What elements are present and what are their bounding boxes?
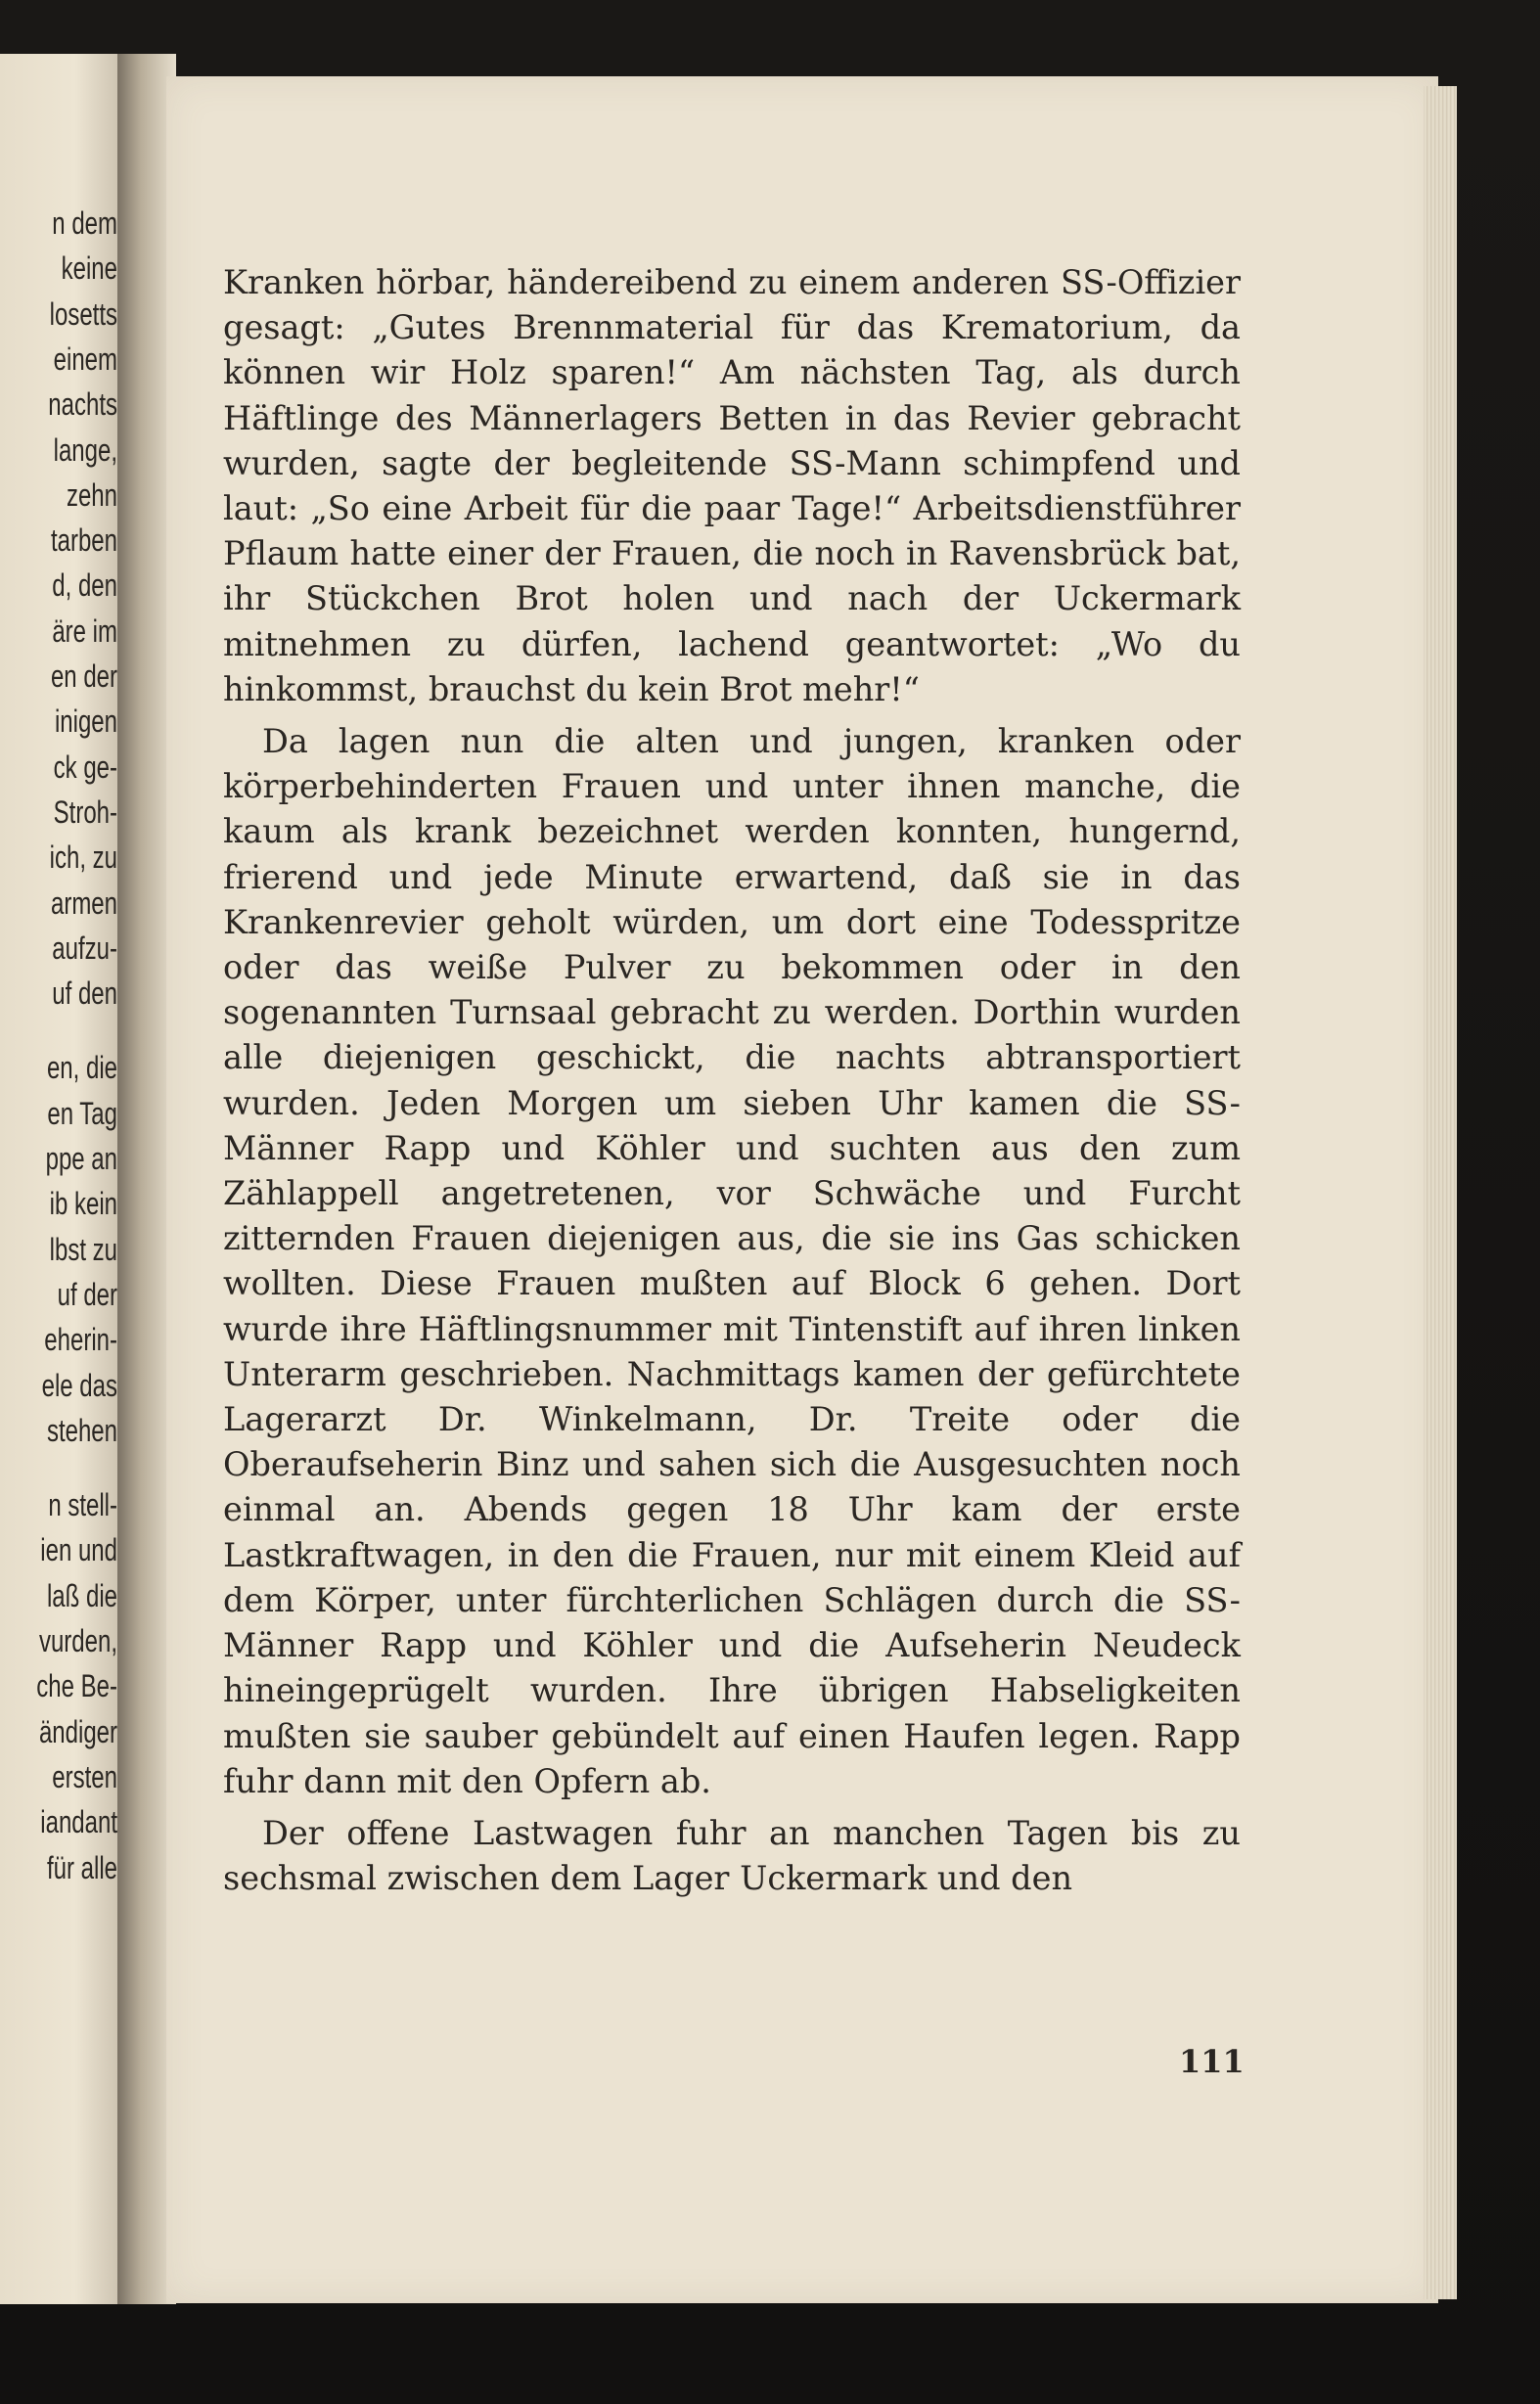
- paragraph: Da lagen nun die alten und jungen, kranken oder körperbehinderten Frauen und unter ihnen manche, die kaum als krank bezeichnet werden konnten, hungernd, frierend und jede Minute erwartend, daß sie in das Krankenrevier geholt würden, um dort eine Todesspritze oder das weiße Pulver zu bekommen oder in den sogenannten Turnsaal gebracht zu werden. Dorthin wurden alle diejenigen geschickt, die nachts abtransportiert wurden. Jeden Morgen um sieben Uhr kamen die SS-Männer Rapp und Köhler und suchten aus den zum Zählappell angetretenen, vor Schwäche und Furcht zitternden Frauen diejenigen aus, die sie ins Gas schicken wollten. Diese Frauen mußten auf Block 6 gehen. Dort wurde ihre Häftlingsnummer mit Tintenstift auf ihren linken Unterarm geschrieben. Nachmittags kamen der gefürchtete Lagerarzt Dr. Winkelmann, Dr. Treite oder die Oberaufseherin Binz und sahen sich die Ausgesuchten noch einmal an. Abends gegen 18 Uhr kam der erste Lastkraftwagen, in den die Frauen, nur mit einem Kleid auf dem Körper, unter fürchterlichen Schlägen durch die SS-Männer Rapp und Köhler und die Aufseherin Neudeck hineingeprügelt wurden. Ihre übrigen Habseligkeiten mußten sie sauber gebündelt auf einen Haufen legen. Rapp fuhr dann mit den Opfern ab.: [223, 722, 1241, 1800]
- previous-page-line-fragment: für alle: [46, 1849, 117, 1885]
- previous-page-line-fragment: zehn: [66, 476, 117, 513]
- previous-page-line-fragment: en der: [50, 658, 117, 694]
- previous-page-line-fragment: lange,: [53, 431, 117, 468]
- previous-page-line-fragment: ib kein: [49, 1186, 117, 1222]
- page-text: [223, 260, 1241, 1908]
- previous-page-line-fragment: iandant: [40, 1804, 117, 1840]
- paragraph: Der offene Lastwagen fuhr an manchen Tagen bis zu sechsmal zwischen dem Lager Uckermark und den: [223, 1813, 1241, 1898]
- previous-page-line-fragment: uf der: [57, 1276, 117, 1312]
- previous-page-line-fragment: lbst zu: [49, 1231, 117, 1267]
- previous-page-line-fragment: en Tag: [47, 1095, 117, 1131]
- previous-page-line-fragment: ersten: [52, 1758, 117, 1794]
- previous-page-line-fragment: d, den: [52, 567, 117, 604]
- previous-page-line-fragment: uf den: [52, 975, 117, 1012]
- previous-page-line-fragment: n stell-: [48, 1487, 117, 1523]
- paragraph: Kranken hörbar, händereibend zu einem anderen SS-Offizier gesagt: „Gutes Brennmaterial für das Krematorium, da können wir Holz sparen!“ Am nächsten Tag, als durch Häftlinge des Männerlagers Betten in das Revier gebracht wurden, sagte der begleitende SS-Mann schimpfend und laut: „So eine Arbeit für die paar Tage!“ Arbeitsdienstführer Pflaum hatte einer der Frauen, die noch in Ravensbrück bat, ihr Stückchen Brot holen und nach der Uckermark mitnehmen zu dürfen, lachend geantwortet: „Wo du hinkommst, brauchst du kein Brot mehr!“: [223, 263, 1241, 708]
- previous-page-line-fragment: che Be-: [36, 1668, 117, 1704]
- previous-page-line-fragment: losetts: [49, 295, 117, 332]
- previous-page-line-fragment: ändiger: [38, 1713, 117, 1749]
- previous-page-line-fragment: n dem: [52, 205, 117, 241]
- previous-page-line-fragment: armen: [50, 884, 117, 921]
- previous-page-line-fragment: en, die: [46, 1050, 117, 1086]
- previous-page-line-fragment: Stroh-: [53, 794, 117, 830]
- previous-page-line-fragment: vurden,: [38, 1623, 117, 1658]
- page-number: 111: [1179, 2043, 1245, 2080]
- previous-page-line-fragment: stehen: [46, 1412, 117, 1448]
- previous-page-line-fragment: ck ge-: [53, 748, 117, 785]
- previous-page-line-fragment: äre im: [52, 612, 117, 649]
- page-edge: [1424, 86, 1457, 2299]
- previous-page-line-fragment: laß die: [46, 1577, 117, 1613]
- previous-page-line-fragment: ppe an: [45, 1141, 117, 1176]
- previous-page-line-fragment: nachts: [48, 386, 117, 423]
- previous-page-line-fragment: ich, zu: [49, 839, 117, 876]
- previous-page-line-fragment: aufzu-: [52, 930, 117, 966]
- previous-page-fragment: [0, 54, 125, 2304]
- previous-page-line-fragment: einem: [53, 340, 117, 377]
- previous-page-line-fragment: ele das: [41, 1367, 117, 1403]
- previous-page-line-fragment: keine: [61, 250, 117, 287]
- previous-page-line-fragment: tarben: [50, 522, 117, 559]
- previous-page-line-fragment: inigen: [54, 703, 117, 740]
- previous-page-line-fragment: eherin-: [44, 1322, 117, 1358]
- previous-page-line-fragment: ien und: [40, 1532, 117, 1568]
